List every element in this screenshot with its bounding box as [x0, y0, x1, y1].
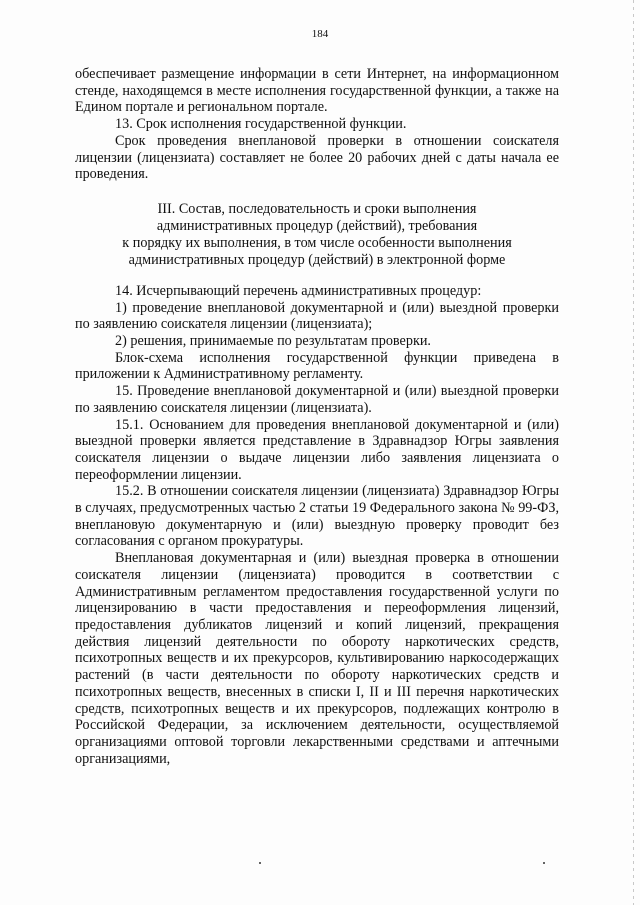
- section-15-3-paragraph: Внеплановая документарная и (или) выездная проверка в отношении соискателя лицензии (лицензиата) проводится в соответствии с Административным регламентом предоставления государственной услуги по лицензированию в части предоставления и переоформления лицензий, предоставления дубликатов лицензий и копий лицензий, прекращения действия лицензий деятельности по обороту наркотических средств, психотропных веществ и их прекурсоров, культивированию наркосодержащих растений (в части деятельности по обороту наркотических средств и психотропных веществ, внесенных в списки I, II и III перечня наркотических средств, психотропных веществ и их прекурсоров, подлежащих контролю в Российской Федерации, за исключением деятельности, осуществляемой организациями оптовой торговли лекарственными средствами и аптечными организациями,: [75, 550, 559, 767]
- chapter-heading-line-2: административных процедур (действий), требования: [156, 217, 478, 234]
- section-14-title: 14. Исчерпывающий перечень административных процедур:: [115, 282, 482, 299]
- section-13-text: Срок проведения внеплановой проверки в отношении соискателя лицензии (лицензиата) составляет не более 20 рабочих дней с даты начала ее проведения.: [75, 132, 559, 183]
- section-15-title: 15. Проведение внеплановой документарной и (или) выездной проверки по заявлению соискателя лицензии (лицензиата).: [75, 383, 559, 416]
- section-14-note: Блок-схема исполнения государственной функции приведена в приложении к Административному регламенту.: [75, 349, 559, 383]
- page-number: 184: [311, 28, 329, 40]
- section-13-title: 13. Срок исполнения государственной функции.: [115, 116, 407, 133]
- chapter-heading-line-3: к порядку их выполнения, в том числе особенности выполнения: [122, 234, 512, 251]
- intro-paragraph: обеспечивает размещение информации в сети Интернет, на информационном стенде, находящемся в месте исполнения государственной функции, а также на Едином портале и региональном портале.: [75, 66, 559, 116]
- section-14-item-1: 1) проведение внеплановой документарной и (или) выездной проверки по заявлению соискателя лицензии (лицензиата);: [75, 299, 559, 333]
- scan-speck: [543, 862, 545, 864]
- chapter-heading-line-1: III. Состав, последовательность и сроки выполнения: [157, 200, 477, 217]
- section-14-item-2: 2) решения, принимаемые по результатам проверки.: [115, 333, 431, 350]
- chapter-heading: [75, 201, 559, 269]
- scan-speck: [259, 862, 261, 864]
- chapter-heading-line-4: административных процедур (действий) в электронной форме: [128, 251, 506, 268]
- section-15-1-paragraph: 15.1. Основанием для проведения внеплановой документарной и (или) выездной проверки является представление в Здравнадзор Югры заявления соискателя лицензии о выдаче лицензии либо заявления лицензиата о переоформлении лицензии.: [75, 416, 559, 483]
- section-15-2-paragraph: 15.2. В отношении соискателя лицензии (лицензиата) Здравнадзор Югры в случаях, предусмотренных частью 2 статьи 19 Федерального закона № 99-ФЗ, внеплановую документарную и (или) выездную проверку проводит без согласования с органом прокуратуры.: [75, 483, 559, 550]
- document-body: [75, 66, 559, 767]
- scan-edge-line: [633, 0, 634, 905]
